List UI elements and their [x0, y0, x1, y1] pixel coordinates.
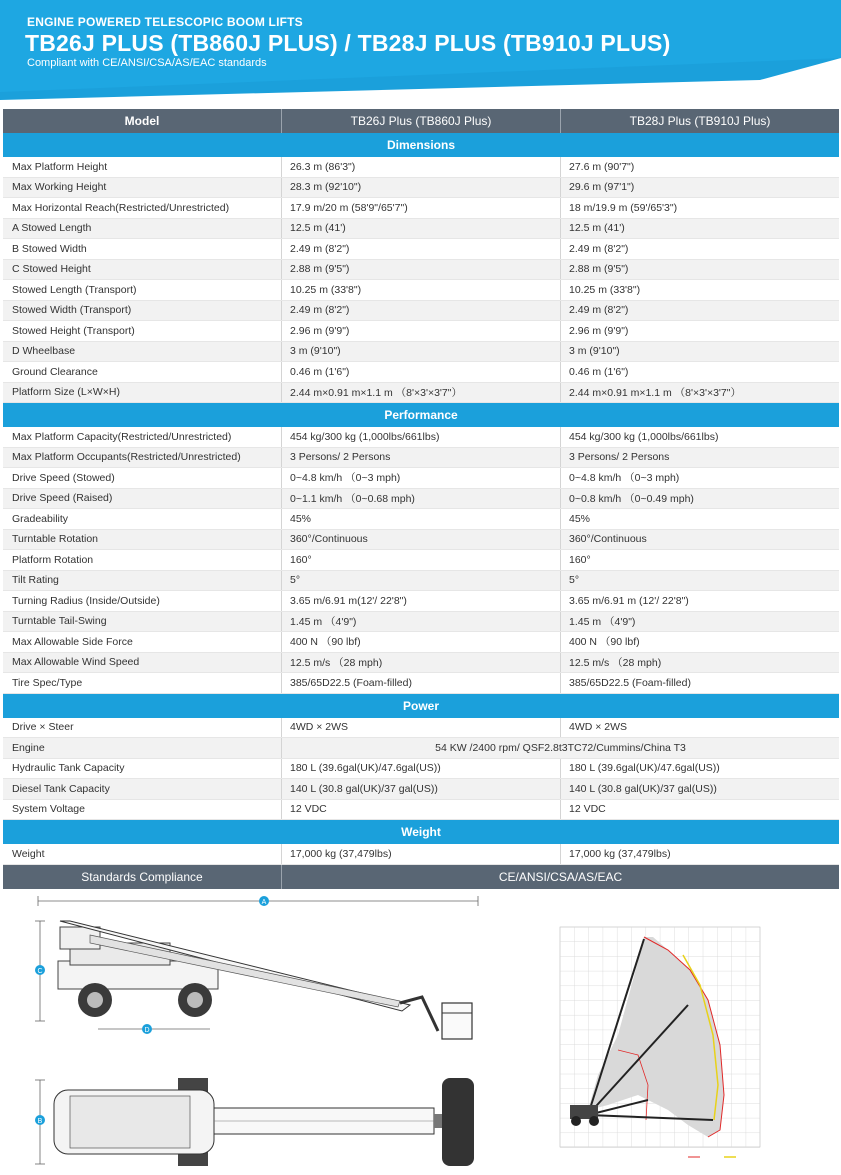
row-label: Max Platform Occupants(Restricted/Unrestricted) — [12, 451, 241, 464]
row-value-a: 1.45 m （4'9") — [281, 612, 560, 632]
row-value-b: 2.96 m (9'9") — [560, 321, 839, 341]
row-value-b: 2.49 m (8'2") — [560, 301, 839, 321]
table-row — [3, 198, 839, 219]
row-value-b: 2.49 m (8'2") — [560, 239, 839, 259]
section-power: Power — [3, 694, 839, 718]
row-label: Turntable Tail-Swing — [12, 615, 107, 628]
table-row — [3, 800, 839, 821]
row-value-a: 2.49 m (8'2") — [281, 239, 560, 259]
row-value-b: 3 m (9'10") — [560, 342, 839, 362]
table-row — [3, 612, 839, 633]
row-value-b: 17,000 kg (37,479lbs) — [560, 844, 839, 864]
row-value-b: 5° — [560, 571, 839, 591]
row-value-a: 17.9 m/20 m (58'9"/65'7") — [281, 198, 560, 218]
row-value-b: 400 N （90 lbf) — [560, 632, 839, 652]
category-label: ENGINE POWERED TELESCOPIC BOOM LIFTS — [27, 15, 303, 29]
row-value-a: 4WD × 2WS — [281, 718, 560, 738]
table-row — [3, 844, 839, 865]
row-value-a: 3 m (9'10") — [281, 342, 560, 362]
row-label: Stowed Length (Transport) — [12, 283, 137, 296]
row-value-b: 4WD × 2WS — [560, 718, 839, 738]
table-row — [3, 591, 839, 612]
row-value-a: 2.44 m×0.91 m×1.1 m （8'×3'×3'7"） — [281, 383, 560, 403]
row-value-a: 360°/Continuous — [281, 530, 560, 550]
row-label: Diesel Tank Capacity — [12, 782, 110, 795]
spec-table — [3, 109, 839, 889]
table-row — [3, 280, 839, 301]
marker-d: D — [144, 1027, 150, 1034]
row-value-a: 2.96 m (9'9") — [281, 321, 560, 341]
row-value-b: 1.45 m （4'9") — [560, 612, 839, 632]
row-value-b: 0.46 m (1'6") — [560, 362, 839, 382]
table-row — [3, 383, 839, 404]
row-value-a: 10.25 m (33'8") — [281, 280, 560, 300]
row-label: Hydraulic Tank Capacity — [12, 762, 125, 775]
table-row — [3, 509, 839, 530]
row-value-a: 0~4.8 km/h （0~3 mph) — [281, 468, 560, 488]
table-row — [3, 718, 839, 739]
row-label: Platform Size (L×W×H) — [12, 386, 120, 399]
rows-power — [3, 718, 839, 821]
table-row — [3, 342, 839, 363]
row-value-a: 160° — [281, 550, 560, 570]
marker-a: A — [261, 899, 267, 906]
row-value-b: 29.6 m (97'1") — [560, 178, 839, 198]
row-label: Gradeability — [12, 512, 69, 525]
table-row — [3, 759, 839, 780]
table-row — [3, 239, 839, 260]
row-label: C Stowed Height — [12, 263, 91, 276]
table-row — [3, 738, 839, 759]
row-value-b: 0~4.8 km/h （0~3 mph) — [560, 468, 839, 488]
row-value-a: 400 N （90 lbf) — [281, 632, 560, 652]
table-row — [3, 489, 839, 510]
row-value-b: 180 L (39.6gal(UK)/47.6gal(US)) — [560, 759, 839, 779]
row-value-a: 26.3 m (86'3") — [281, 157, 560, 177]
standards-label: Standards Compliance — [81, 869, 203, 884]
row-value-a: 45% — [281, 509, 560, 529]
table-row — [3, 550, 839, 571]
row-value-b: 160° — [560, 550, 839, 570]
row-value-b: 360°/Continuous — [560, 530, 839, 550]
row-value-b: 2.88 m (9'5") — [560, 260, 839, 280]
row-value-b: 18 m/19.9 m (59'/65'3") — [560, 198, 839, 218]
row-label: Platform Rotation — [12, 553, 94, 566]
row-value-b: 12.5 m/s （28 mph) — [560, 653, 839, 673]
top-view-drawing — [30, 1072, 490, 1172]
row-label: Drive × Steer — [12, 721, 74, 734]
section-performance: Performance — [3, 403, 839, 427]
row-value-a: 140 L (30.8 gal(UK)/37 gal(US)) — [281, 779, 560, 799]
rows-weight — [3, 844, 839, 865]
row-label: D Wheelbase — [12, 345, 76, 358]
row-value-a: 2.49 m (8'2") — [281, 301, 560, 321]
row-value-b: 140 L (30.8 gal(UK)/37 gal(US)) — [560, 779, 839, 799]
row-value-b: 0~0.8 km/h （0~0.49 mph) — [560, 489, 839, 509]
table-row — [3, 178, 839, 199]
table-row — [3, 362, 839, 383]
row-value-b: 3.65 m/6.91 m (12'/ 22'8") — [560, 591, 839, 611]
row-label: Ground Clearance — [12, 365, 98, 378]
row-label: Max Working Height — [12, 181, 107, 194]
row-value-b: 27.6 m (90'7") — [560, 157, 839, 177]
row-value-a: 3.65 m/6.91 m(12'/ 22'8") — [281, 591, 560, 611]
row-label: Max Platform Capacity(Restricted/Unrestricted) — [12, 430, 232, 443]
header-banner — [0, 0, 841, 100]
row-value-a: 2.88 m (9'5") — [281, 260, 560, 280]
row-label: Max Allowable Wind Speed — [12, 656, 140, 669]
table-row — [3, 427, 839, 448]
rows-performance — [3, 427, 839, 694]
col-model-header: Model — [124, 114, 160, 128]
row-value-b: 45% — [560, 509, 839, 529]
rows-dimensions — [3, 157, 839, 403]
table-row — [3, 530, 839, 551]
standards-subtitle: Compliant with CE/ANSI/CSA/AS/EAC standards — [27, 57, 267, 69]
row-label: Stowed Width (Transport) — [12, 304, 132, 317]
row-label: Tilt Rating — [12, 574, 59, 587]
row-label: A Stowed Length — [12, 222, 92, 235]
table-row — [3, 632, 839, 653]
table-row — [3, 448, 839, 469]
section-dimensions: Dimensions — [3, 133, 839, 157]
row-value-b: 3 Persons/ 2 Persons — [560, 448, 839, 468]
table-row — [3, 779, 839, 800]
marker-b: B — [37, 1118, 43, 1125]
row-label: Drive Speed (Stowed) — [12, 471, 115, 484]
row-value-b: 2.44 m×0.91 m×1.1 m （8'×3'×3'7"） — [560, 383, 839, 403]
row-value-a: 0~1.1 km/h （0~0.68 mph) — [281, 489, 560, 509]
working-range-diagram — [548, 925, 768, 1165]
row-value-a: 3 Persons/ 2 Persons — [281, 448, 560, 468]
row-label: Drive Speed (Raised) — [12, 492, 113, 505]
table-row — [3, 260, 839, 281]
row-value-b: 10.25 m (33'8") — [560, 280, 839, 300]
side-view-drawing — [30, 893, 490, 1053]
row-value-b: 385/65D22.5 (Foam-filled) — [560, 673, 839, 693]
table-row — [3, 653, 839, 674]
row-value-b: 454 kg/300 kg (1,000lbs/661lbs) — [560, 427, 839, 447]
row-value-a: 180 L (39.6gal(UK)/47.6gal(US)) — [281, 759, 560, 779]
row-value-a: 12.5 m/s （28 mph) — [281, 653, 560, 673]
row-value-a: 5° — [281, 571, 560, 591]
standards-value: CE/ANSI/CSA/AS/EAC — [281, 865, 839, 889]
row-value-a: 385/65D22.5 (Foam-filled) — [281, 673, 560, 693]
table-row — [3, 301, 839, 322]
row-value-b: 12.5 m (41') — [560, 219, 839, 239]
table-row — [3, 673, 839, 694]
col-a-header: TB26J Plus (TB860J Plus) — [281, 109, 560, 133]
row-value-a: 12.5 m (41') — [281, 219, 560, 239]
table-row — [3, 219, 839, 240]
row-value-a: 17,000 kg (37,479lbs) — [281, 844, 560, 864]
row-label: Tire Spec/Type — [12, 676, 83, 689]
section-weight: Weight — [3, 820, 839, 844]
row-label: Turntable Rotation — [12, 533, 98, 546]
row-value-a: 28.3 m (92'10") — [281, 178, 560, 198]
table-row — [3, 571, 839, 592]
row-label: Max Horizontal Reach(Restricted/Unrestricted) — [12, 201, 230, 214]
row-value-b: 12 VDC — [560, 800, 839, 820]
row-label: System Voltage — [12, 803, 85, 816]
table-row — [3, 157, 839, 178]
standards-row — [3, 865, 839, 889]
page-title: TB26J PLUS (TB860J PLUS) / TB28J PLUS (TB910J PLUS) — [25, 30, 671, 56]
row-label: Weight — [12, 847, 45, 860]
row-label: Stowed Height (Transport) — [12, 324, 135, 337]
row-label: B Stowed Width — [12, 242, 87, 255]
row-label: Turning Radius (Inside/Outside) — [12, 594, 160, 607]
table-row — [3, 468, 839, 489]
col-b-header: TB28J Plus (TB910J Plus) — [560, 109, 839, 133]
row-value-span: 54 KW /2400 rpm/ QSF2.8t3TC72/Cummins/China T3 — [281, 738, 839, 758]
table-header — [3, 109, 839, 133]
row-label: Max Allowable Side Force — [12, 635, 133, 648]
row-value-a: 12 VDC — [281, 800, 560, 820]
row-value-a: 0.46 m (1'6") — [281, 362, 560, 382]
row-value-a: 454 kg/300 kg (1,000lbs/661lbs) — [281, 427, 560, 447]
row-label: Engine — [12, 741, 45, 754]
table-row — [3, 321, 839, 342]
row-label: Max Platform Height — [12, 160, 108, 173]
marker-c: C — [37, 968, 43, 975]
